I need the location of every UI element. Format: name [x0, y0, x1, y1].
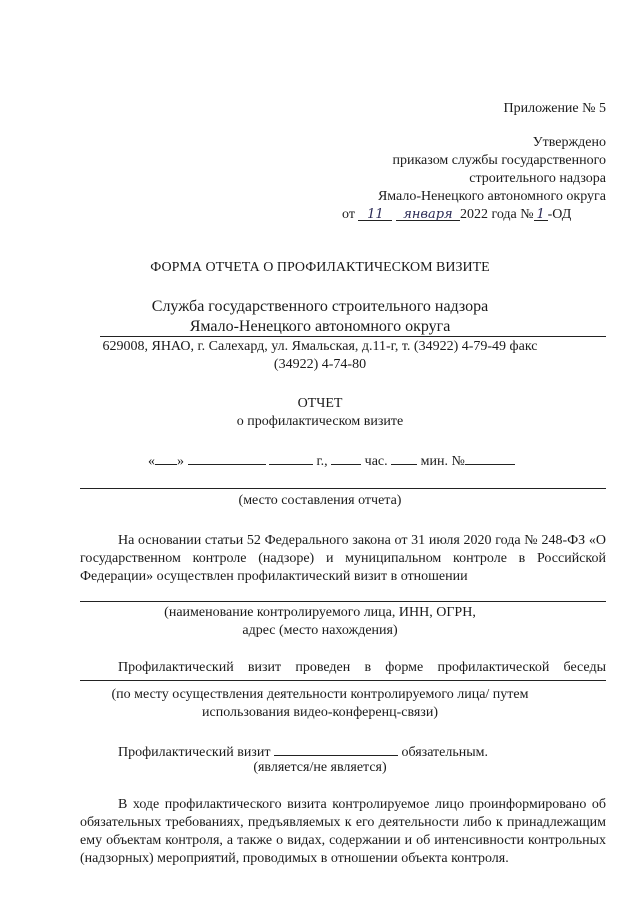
- day-blank: [155, 450, 177, 465]
- mandatory-suffix: обязательным.: [401, 745, 489, 760]
- date-day-field: [358, 206, 392, 221]
- form-of-visit-text: Профилактический визит проведен в форме профилактической беседы: [118, 660, 606, 675]
- form-of-visit-caption-2: использования видео-конференц-связи): [202, 705, 438, 720]
- approval-date-line: [342, 206, 571, 224]
- date-year: 2022 года №: [459, 207, 534, 222]
- org-name-line-1: Служба государственного строительного надзора: [151, 298, 489, 315]
- org-name-line-2: Ямало-Ненецкого автономного округа: [189, 318, 451, 335]
- place-line: [80, 488, 606, 489]
- minute-blank: [391, 450, 417, 465]
- date-day-handwritten: 11: [367, 207, 384, 222]
- approval-line-3: строительного надзора: [469, 171, 606, 186]
- org-address-line-1: 629008, ЯНАО, г. Салехард, ул. Ямальская, д.11-г, т. (34922) 4-79-49 факс: [102, 339, 538, 354]
- approval-line-4: Ямало-Ненецкого автономного округа: [377, 189, 606, 204]
- year-blank: [269, 450, 313, 465]
- order-suffix: -ОД: [547, 207, 572, 222]
- basis-paragraph: На основании статьи 52 Федерального закона от 31 июля 2020 года № 248-ФЗ «О государственном контроле (надзоре) и муниципальном контроле в Российской Федерации» осуществлен профилактический визит в отношении: [80, 533, 606, 584]
- controlled-person-caption-2: адрес (место нахождения): [242, 623, 398, 638]
- form-of-visit-line: [80, 680, 606, 681]
- date-month-field: [396, 206, 460, 221]
- form-of-visit-caption-1: (по месту осуществления деятельности контролируемого лица/ путем: [111, 687, 529, 702]
- appendix-label: Приложение № 5: [503, 101, 606, 116]
- form-title: ФОРМА ОТЧЕТА О ПРОФИЛАКТИЧЕСКОМ ВИЗИТЕ: [150, 260, 490, 275]
- info-paragraph: В ходе профилактического визита контролируемое лицо проинформировано об обязательных требованиях, предъявляемых к его деятельности либо к принадлежащим ему объектам контроля, а также о видах, содержании и об интенсивности контрольных (надзорных) мероприятий, проводимых в отношении объекта контроля.: [80, 797, 606, 866]
- hour-label: час.: [364, 454, 388, 469]
- report-datetime-line: [148, 450, 515, 471]
- mandatory-caption: (является/не является): [253, 760, 387, 775]
- quote-close: »: [177, 454, 184, 469]
- report-subtitle: о профилактическом визите: [236, 414, 404, 429]
- date-prefix: от: [342, 207, 355, 222]
- org-address-line-2: (34922) 4-74-80: [273, 357, 367, 372]
- hour-blank: [331, 450, 361, 465]
- controlled-person-caption-1: (наименование контролируемого лица, ИНН, ОГРН,: [164, 605, 476, 620]
- approval-line-2: приказом службы государственного: [392, 153, 606, 168]
- date-month-handwritten: января: [403, 207, 453, 222]
- org-divider: [100, 336, 606, 337]
- minute-label: мин. №: [420, 454, 465, 469]
- year-label: г.,: [316, 454, 328, 469]
- order-number-field: [534, 206, 548, 221]
- report-number-blank: [465, 450, 515, 465]
- month-blank: [188, 450, 266, 465]
- mandatory-prefix: Профилактический визит: [118, 745, 271, 760]
- approval-line-1: Утверждено: [532, 135, 606, 150]
- controlled-person-line: [80, 601, 606, 602]
- order-number-handwritten: 1: [536, 207, 545, 222]
- mandatory-blank: [274, 741, 398, 756]
- report-title: ОТЧЕТ: [297, 396, 343, 411]
- place-caption: (место составления отчета): [238, 493, 402, 508]
- quote-open: «: [148, 454, 155, 469]
